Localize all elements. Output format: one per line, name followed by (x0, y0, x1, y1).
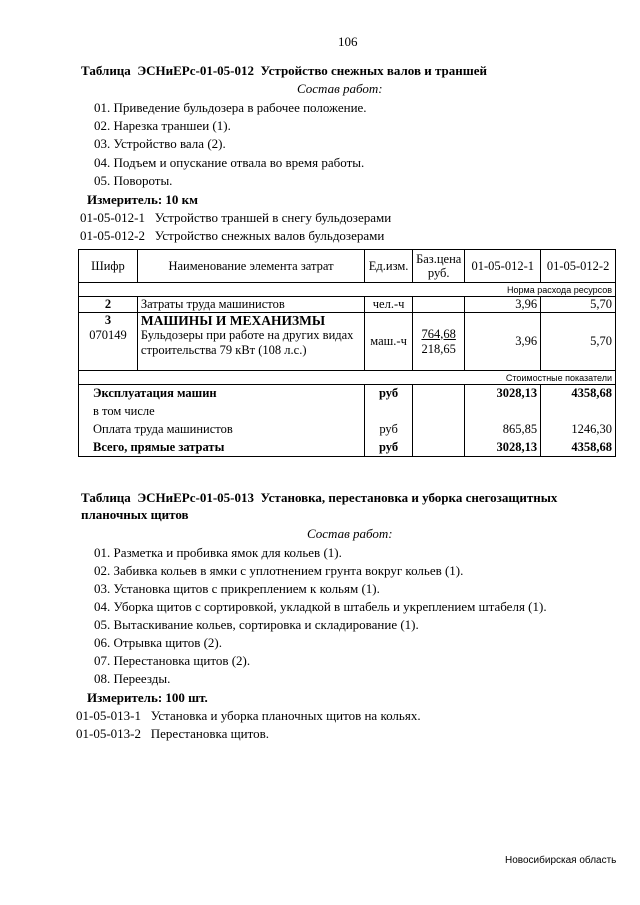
summary-row (79, 421, 616, 439)
table-2-work-5: 05. Вытаскивание кольев, сортировка и складирование (1). (94, 617, 419, 632)
table-2-label: Таблица (81, 490, 131, 505)
cell-code (79, 313, 138, 371)
table-2-item-1 (76, 708, 421, 724)
price-line2: 218,65 (421, 341, 456, 356)
summary-value-1: 865,85 (465, 421, 541, 439)
item-name: Установка и уборка планочных щитов на кольях. (150, 708, 421, 723)
header-code: Шифр (79, 250, 138, 283)
footer-region: Новосибирская область (505, 855, 617, 866)
summary-row (79, 385, 616, 403)
summary-name: Оплата труда машинистов (79, 421, 365, 439)
summary-unit: руб (365, 439, 413, 457)
summary-value-1: 3028,13 (465, 439, 541, 457)
table-1-work-1: 01. Приведение бульдозера в рабочее положение. (94, 100, 367, 115)
group-name: МАШИНЫ И МЕХАНИЗМЫ (140, 313, 326, 328)
table-2-meter: Измеритель: 100 шт. (87, 690, 208, 705)
page-number: 106 (338, 34, 358, 49)
table-1-label: Таблица (81, 63, 131, 78)
cell-value-2: 5,70 (541, 313, 616, 371)
table-header-row (79, 250, 616, 283)
summary-name: Всего, прямые затраты (79, 439, 365, 457)
cell-value-1: 3,96 (465, 313, 541, 371)
cost-label-row (79, 371, 616, 385)
cell-code: 2 (79, 297, 138, 313)
summary-unit: руб (365, 385, 413, 403)
table-2-work-6: 06. Отрывка щитов (2). (94, 635, 223, 650)
summary-price (413, 385, 465, 403)
item-name: Перестановка щитов. (150, 726, 269, 741)
table-2-work-4: 04. Уборка щитов с сортировкой, укладкой в штабель и укреплением штабеля (1). (94, 599, 547, 614)
table-2-work-2: 02. Забивка кольев в ямки с уплотнением грунта вокруг кольев (1). (94, 563, 464, 578)
table-1-meter: Измеритель: 10 км (87, 192, 198, 207)
table-2-work-1: 01. Разметка и пробивка ямок для кольев (1). (94, 545, 342, 560)
resource-table (78, 249, 616, 457)
summary-value-2: 1246,30 (541, 421, 616, 439)
table-1-item-2 (80, 228, 384, 244)
cell-price (413, 313, 465, 371)
cell-price (413, 297, 465, 313)
table-1-heading (81, 63, 487, 79)
item-name: Устройство траншей в снегу бульдозерами (154, 210, 392, 225)
item-code: 01-05-012-2 (80, 228, 145, 243)
table-2-work-3: 03. Установка щитов с прикреплением к кольям (1). (94, 581, 380, 596)
table-2-code: ЭСНиЕРс-01-05-013 (137, 490, 254, 505)
price-line1: 764,68 (421, 326, 456, 341)
table-2-title-line2: планочных щитов (81, 507, 189, 522)
header-col-2: 01-05-012-2 (541, 250, 616, 283)
norm-label-row (79, 283, 616, 297)
header-base-price-line2: руб. (427, 266, 450, 280)
cell-unit: маш.-ч (365, 313, 413, 371)
table-1-work-2: 02. Нарезка траншеи (1). (94, 118, 231, 133)
summary-value-2: 4358,68 (541, 439, 616, 457)
header-base-price-line1: Баз.цена (416, 252, 462, 266)
item-code: 01-05-013-2 (76, 726, 141, 741)
table-row (79, 297, 616, 313)
norm-label: Норма расхода ресурсов (79, 283, 616, 297)
summary-name: Эксплуатация машин (79, 385, 365, 403)
summary-value-2: 4358,68 (541, 385, 616, 403)
group-code: 3 (104, 313, 112, 327)
table-2-work-7: 07. Перестановка щитов (2). (94, 653, 251, 668)
table-1-work-header: Состав работ: (297, 81, 383, 96)
table-2-item-2 (76, 726, 269, 742)
table-2-work-header: Состав работ: (307, 526, 393, 541)
cell-unit: чел.-ч (365, 297, 413, 313)
table-1-code: ЭСНиЕРс-01-05-012 (137, 63, 254, 78)
table-1-item-1 (80, 210, 391, 226)
cost-label: Стоимостные показатели (79, 371, 616, 385)
item-code: 01-05-012-1 (80, 210, 145, 225)
cell-name: Затраты труда машинистов (137, 297, 364, 313)
summary-unit: руб (365, 421, 413, 439)
summary-row (79, 439, 616, 457)
header-name: Наименование элемента затрат (137, 250, 364, 283)
summary-name: в том числе (79, 403, 365, 421)
table-2-title-line1: Установка, перестановка и уборка снегозащитных (260, 490, 558, 505)
table-row (79, 313, 616, 371)
table-1-work-4: 04. Подъем и опускание отвала во время работы. (94, 155, 365, 170)
item-code: 01-05-013-1 (76, 708, 141, 723)
header-base-price (413, 250, 465, 283)
cell-name (137, 313, 364, 371)
table-1-work-5: 05. Повороты. (94, 173, 173, 188)
table-1-work-3: 03. Устройство вала (2). (94, 136, 226, 151)
machine-name-line1: Бульдозеры при работе на других видах (140, 328, 354, 342)
table-2-heading (81, 490, 557, 506)
item-name: Устройство снежных валов бульдозерами (154, 228, 385, 243)
summary-row (79, 403, 616, 421)
header-col-1: 01-05-012-1 (465, 250, 541, 283)
cell-value-2: 5,70 (541, 297, 616, 313)
machine-code: 070149 (89, 328, 127, 342)
table-2-work-8: 08. Переезды. (94, 671, 171, 686)
table-1-title: Устройство снежных валов и траншей (260, 63, 487, 78)
machine-name-line2: строительства 79 кВт (108 л.с.) (140, 343, 307, 357)
summary-value-1: 3028,13 (465, 385, 541, 403)
cell-value-1: 3,96 (465, 297, 541, 313)
header-unit: Ед.изм. (365, 250, 413, 283)
